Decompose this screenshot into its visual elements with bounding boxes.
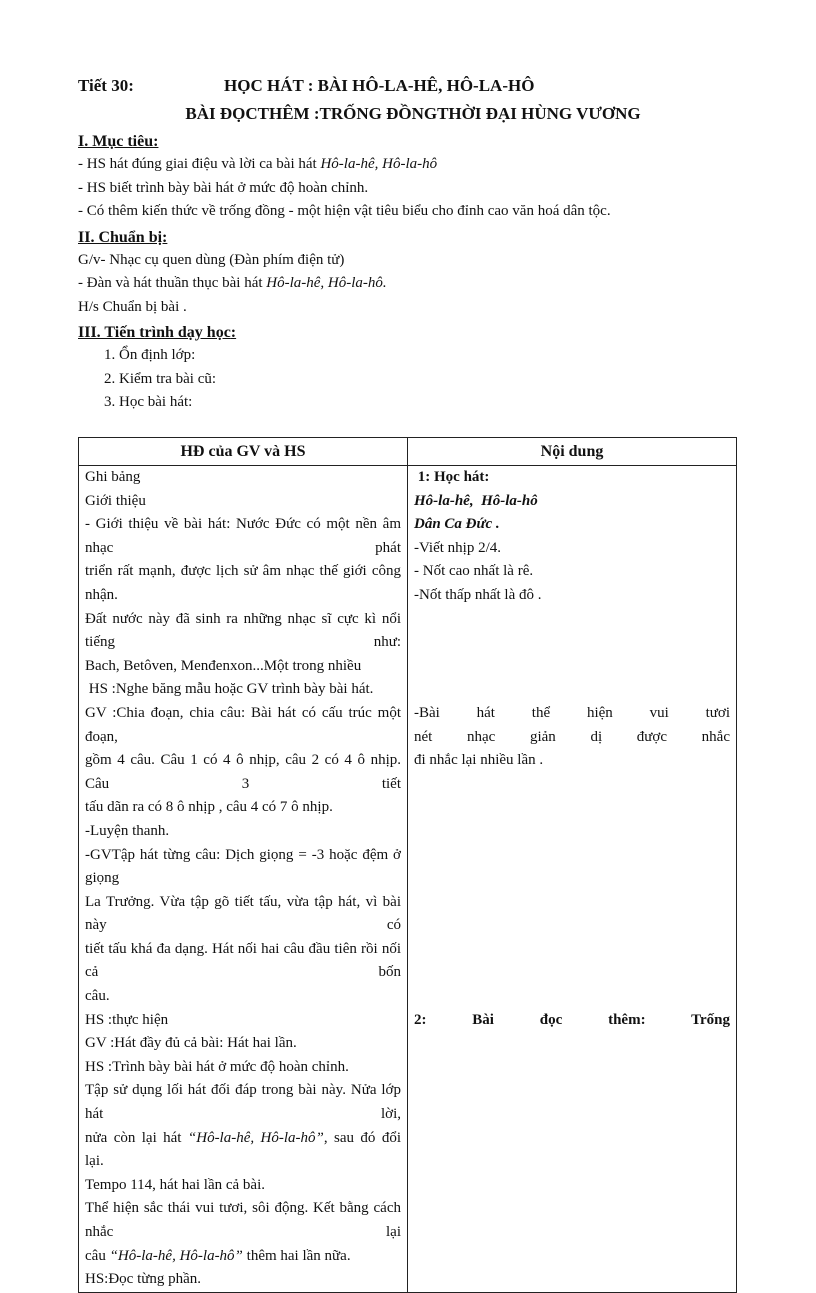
table-header-row (79, 438, 737, 466)
process-step-3: 3. Học bài hát: (104, 394, 193, 410)
lesson-title: HỌC HÁT : BÀI HÔ-LA-HÊ, HÔ-LA-HÔ (224, 76, 535, 95)
lesson-title-line (78, 72, 738, 100)
section-preparation-heading: II. Chuẩn bị: (78, 228, 168, 246)
preparation-2: - Đàn và hát thuần thục bài hát Hô-la-hê, Hô-la-hô. (78, 275, 387, 291)
section-process-heading: III. Tiến trình dạy học: (78, 324, 237, 341)
objective-3: - Có thêm kiến thức về trống đồng - một hiện vật tiêu biểu cho đỉnh cao văn hoá dân tộc. (78, 203, 611, 219)
process-step-2: 2. Kiểm tra bài cũ: (104, 370, 217, 387)
header-content: Nội dung (408, 438, 737, 466)
process-step-1: 1. Ổn định lớp: (104, 347, 196, 363)
preparation-1: G/v- Nhạc cụ quen dùng (Đàn phím điện tử) (78, 251, 345, 268)
preparation-3: H/s Chuẩn bị bài . (78, 298, 187, 315)
content-cell: 1: Học hát: Hô-la-hê, Hô-la-hô Dân Ca Đức . -Viết nhịp 2/4. - Nốt cao nhất là rê. -Nốt thấp nhất là đô . -Bài hát thể hiện vui tươi nét nhạc giản dị được nhắc đi nhắc lại nhiều lần . 2: Bài đọc thêm: Trống (408, 466, 737, 1293)
objective-2: - HS biết trình bày bài hát ở mức độ hoàn chỉnh. (78, 179, 369, 196)
document-page (78, 72, 738, 415)
objective-1: - HS hát đúng giai điệu và lời ca bài hát Hô-la-hê, Hô-la-hô (78, 156, 438, 172)
lesson-activity-table (78, 437, 737, 1293)
table-row (79, 466, 737, 1293)
reading-title: BÀI ĐỌCTHÊM :TRỐNG ĐỒNGTHỜI ĐẠI HÙNG VƯƠNG (185, 104, 641, 123)
header-activities: HĐ của GV và HS (79, 438, 408, 466)
lesson-number: Tiết 30: (78, 76, 134, 95)
activities-cell: Ghi bảng Giới thiệu - Giới thiệu về bài hát: Nước Đức có một nền âm nhạc phát triển rất mạnh, được lịch sử âm nhạc thế giới công nhận. Đất nước này đã sinh ra những nhạc sĩ cực kì nổi tiếng như: Bach, Betôven, Menđenxon...Một trong nhiều HS :Nghe băng mẫu hoặc GV trình bày bài hát. GV :Chia đoạn, chia câu: Bài hát có cấu trúc một đoạn, gồm 4 câu. Câu 1 có 4 ô nhịp, câu 2 có 4 ô nhịp. Câu 3 tiết tấu dãn ra có 8 ô nhịp , câu 4 có 7 ô nhịp. -Luyện thanh. -GVTập hát từng câu: Dịch giọng = -3 hoặc đệm ở giọng La Trưởng. Vừa tập gõ tiết tấu, vừa tập hát, vì bài này có tiết tấu khá đa dạng. Hát nối hai câu đầu tiên rồi nối cả bốn câu. HS :thực hiện GV :Hát đầy đủ cả bài: Hát hai lần. HS :Trình bày bài hát ở mức độ hoàn chỉnh. Tập sử dụng lối hát đối đáp trong bài này. Nửa lớp hát lời, nửa còn lại hát “Hô-la-hê, Hô-la-hô”, sau đó đổi lại. Tempo 114, hát hai lần cả bài. Thể hiện sắc thái vui tươi, sôi động. Kết bằng cách nhắc lại câu “Hô-la-hê, Hô-la-hô” thêm hai lần nữa. HS:Đọc từng phần. (79, 466, 408, 1293)
section-objectives-heading: I. Mục tiêu: (78, 133, 159, 150)
